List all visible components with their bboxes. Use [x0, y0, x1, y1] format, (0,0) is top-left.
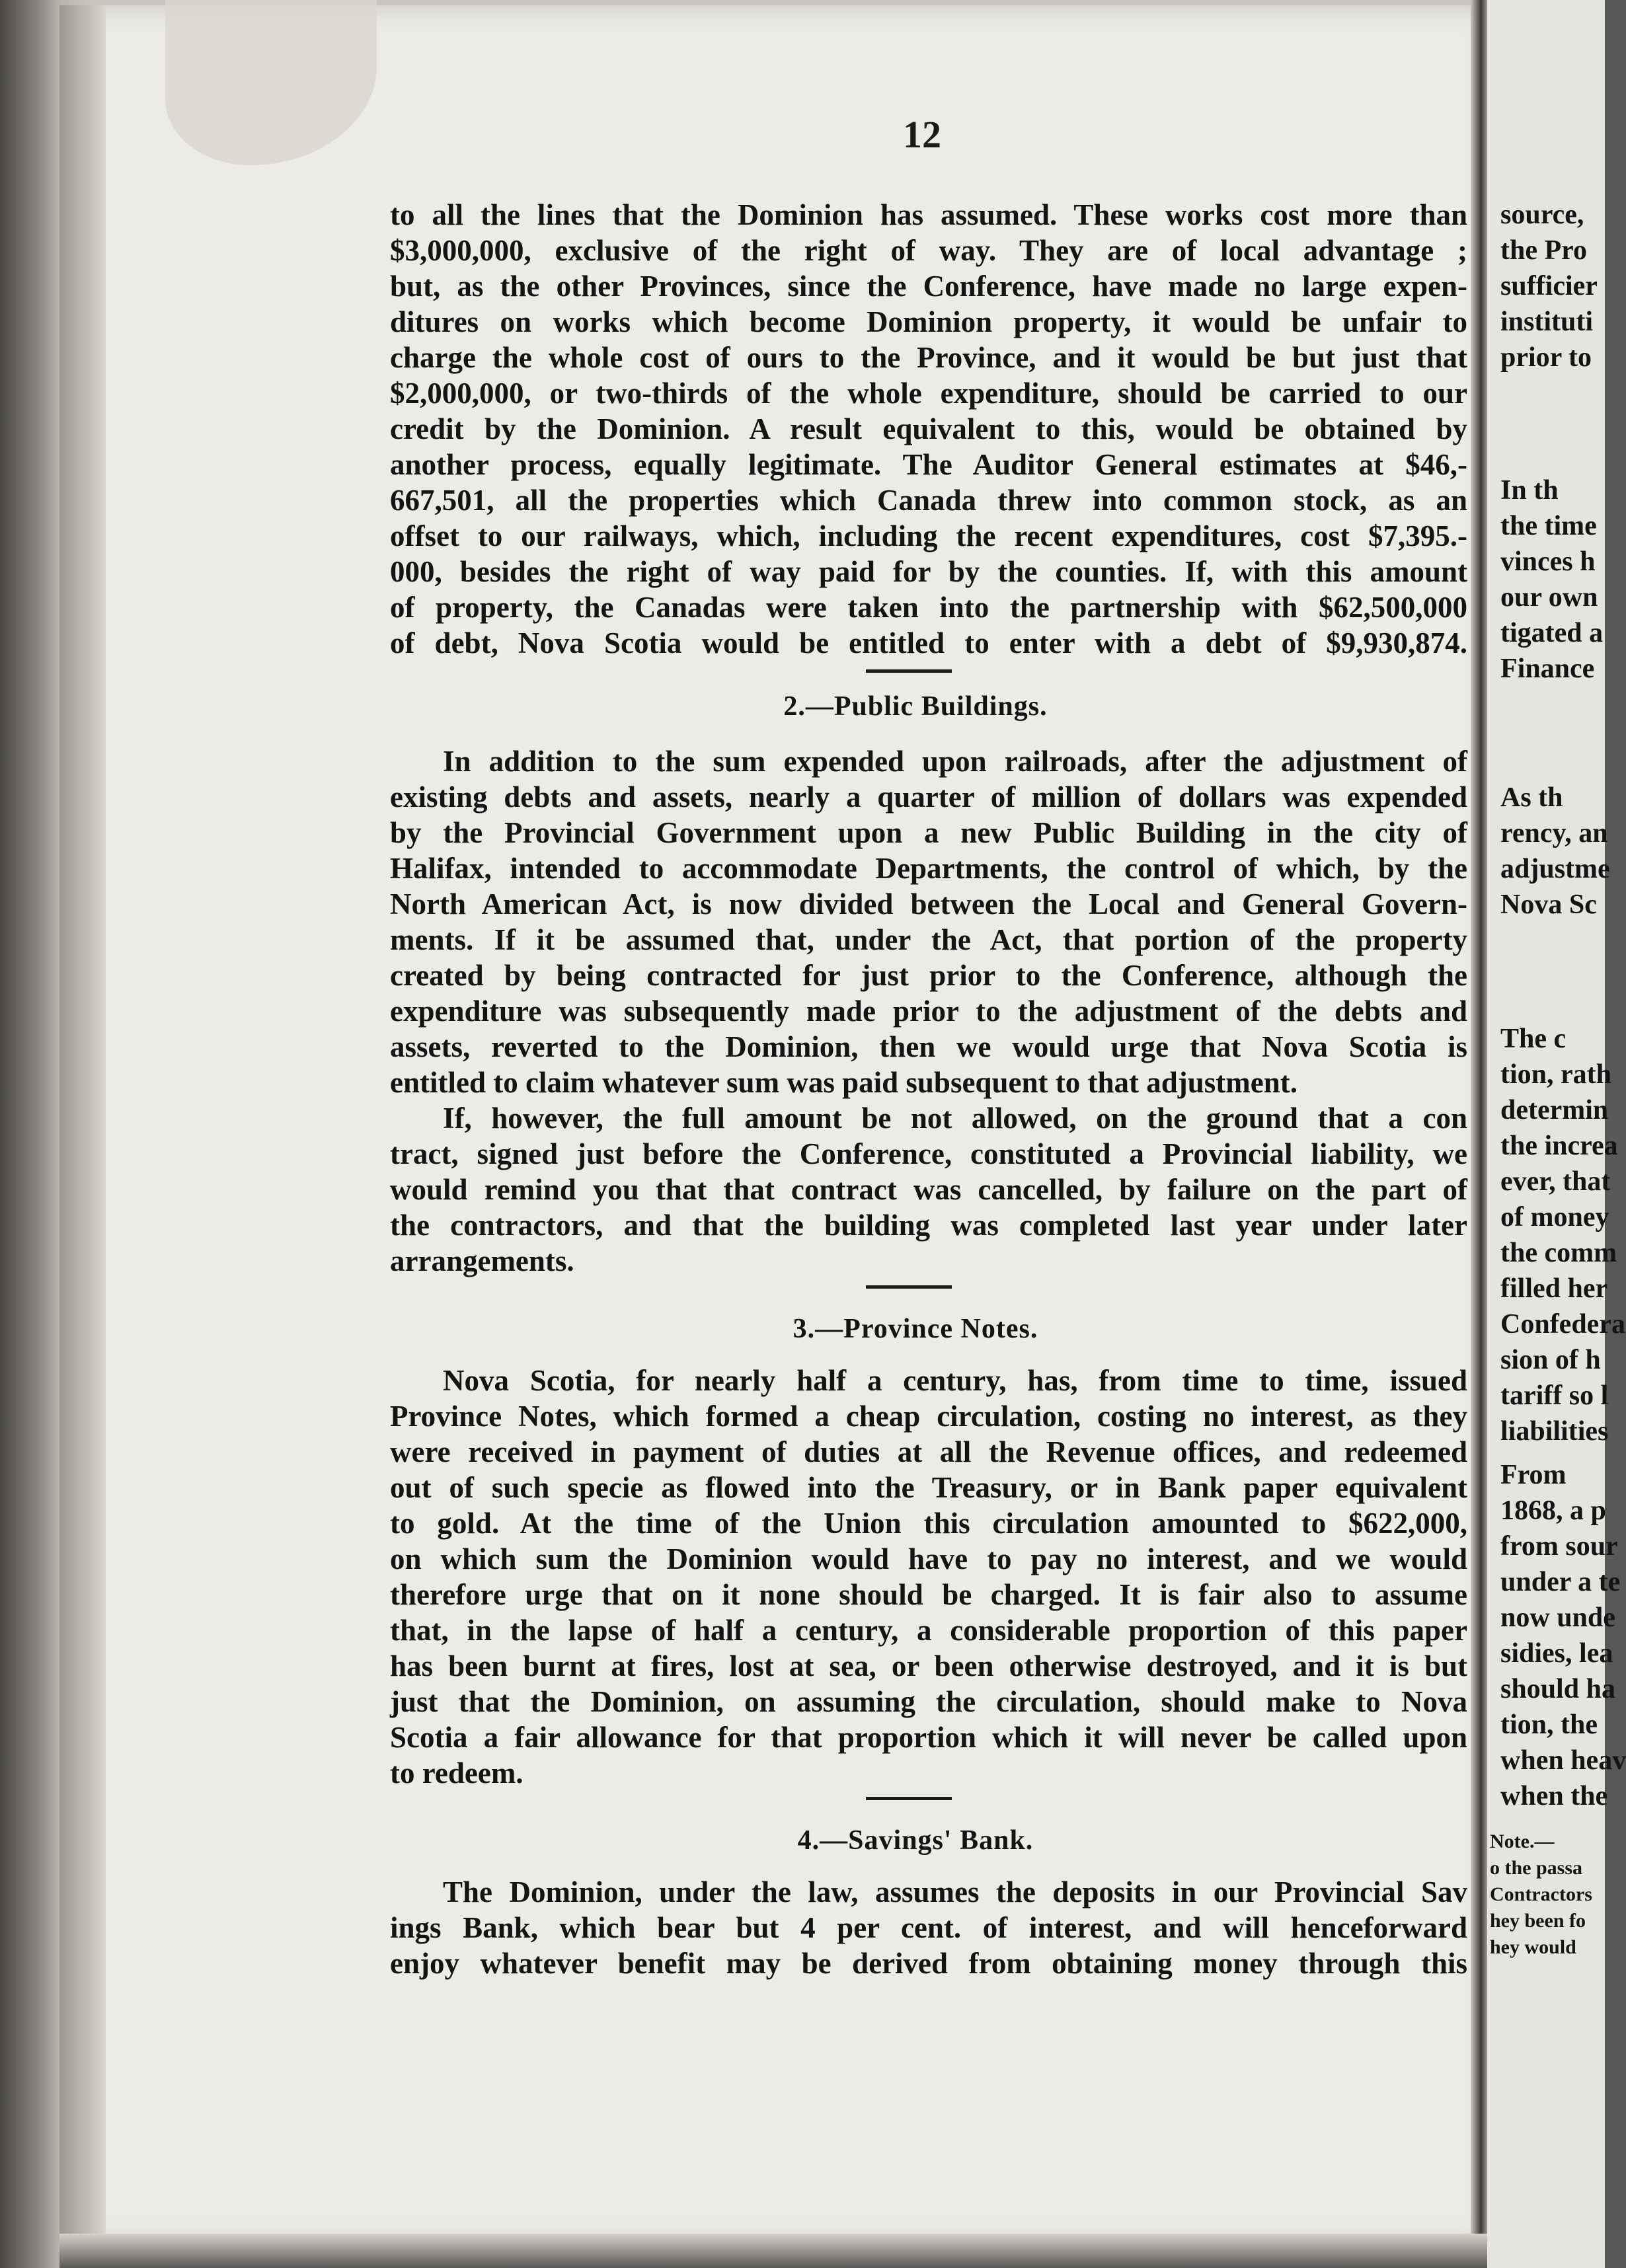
facing-page-text-fragment: sidies, lea — [1500, 1638, 1613, 1669]
facing-page-text-fragment: should ha — [1500, 1674, 1615, 1704]
text-line: would remind you that that contract was cancelled, by failure on the part of — [390, 1173, 1467, 1206]
public-buildings-paragraph-2 — [390, 1100, 1467, 1279]
text-line: In addition to the sum expended upon railroads, after the adjustment of — [443, 745, 1467, 778]
facing-page-text-fragment: determin — [1500, 1095, 1609, 1125]
text-line: existing debts and assets, nearly a quarter of million of dollars was expended — [390, 780, 1467, 813]
facing-page-text-fragment: from sour — [1500, 1531, 1618, 1562]
facing-page-text-fragment: filled her — [1500, 1273, 1608, 1304]
text-line: were received in payment of duties at all the Revenue offices, and redeemed — [390, 1435, 1467, 1468]
text-line: ments. If it be assumed that, under the Act, that portion of the property — [390, 923, 1467, 956]
text-line: Province Notes, which formed a cheap circulation, costing no interest, as they — [390, 1400, 1467, 1433]
savings-bank-paragraph — [390, 1874, 1467, 1981]
section-rule — [866, 669, 952, 673]
page-gutter — [1471, 0, 1488, 2247]
facing-page-text-fragment: The c — [1500, 1024, 1567, 1054]
facing-page-text-fragment: 1868, a p — [1500, 1495, 1606, 1526]
facing-page-text-fragment: tigated a — [1500, 618, 1604, 648]
section-rule — [866, 1797, 952, 1800]
facing-page-text-fragment: source, — [1500, 200, 1584, 230]
text-line: North American Act, is now divided between the Local and General Govern- — [390, 888, 1467, 921]
province-notes-paragraph — [390, 1363, 1467, 1791]
text-line: The Dominion, under the law, assumes the deposits in our Provincial Sav — [443, 1875, 1467, 1909]
section-rule — [866, 1285, 952, 1289]
facing-page-text-fragment: hey been fo — [1490, 1910, 1586, 1932]
page-left-edge — [59, 5, 106, 2246]
text-line: by the Provincial Government upon a new Public Building in the city of — [390, 816, 1467, 849]
text-line: enjoy whatever benefit may be derived from obtaining money through this — [390, 1947, 1467, 1980]
facing-page-text-fragment: the Pro — [1500, 235, 1588, 266]
text-line: of debt, Nova Scotia would be entitled to enter with a debt of $9,930,874. — [390, 626, 1467, 660]
text-line: arrangements. — [390, 1244, 574, 1277]
text-line: to all the lines that the Dominion has assumed. These works cost more than — [390, 198, 1467, 231]
text-line: expenditure was subsequently made prior to the adjustment of the debts and — [390, 995, 1467, 1028]
text-line: charge the whole cost of ours to the Province, and it would be but just that — [390, 341, 1467, 374]
text-line: credit by the Dominion. A result equivalent to this, would be obtained by — [390, 412, 1467, 445]
text-line: to gold. At the time of the Union this circulation amounted to $622,000, — [390, 1507, 1467, 1540]
facing-page-text-fragment: Confedera — [1500, 1309, 1625, 1340]
facing-page-text-fragment: Contractors — [1490, 1883, 1592, 1905]
facing-page-text-fragment: From — [1500, 1460, 1567, 1490]
facing-page-text-fragment: the time — [1500, 511, 1597, 541]
text-line: ditures on works which become Dominion property, it would be unfair to — [390, 305, 1467, 338]
facing-page-text-fragment: now unde — [1500, 1603, 1615, 1633]
text-line: of property, the Canadas were taken into the partnership with $62,500,000 — [390, 591, 1467, 624]
facing-page-text-fragment: In th — [1500, 475, 1559, 506]
text-line: but, as the other Provinces, since the Conference, have made no large expen- — [390, 270, 1467, 303]
section-heading: 3.—Province Notes. — [793, 1314, 1038, 1344]
facing-page-text-fragment: when the — [1500, 1781, 1608, 1811]
text-line: therefore urge that on it none should be charged. It is fair also to assume — [390, 1578, 1467, 1611]
facing-page-text-fragment: As th — [1500, 782, 1563, 813]
facing-page-text-fragment: our own — [1500, 582, 1598, 613]
text-line: another process, equally legitimate. The Auditor General estimates at $46,- — [390, 448, 1467, 481]
section-savings-bank — [390, 1797, 1467, 1858]
text-line: ings Bank, which bear but 4 per cent. of interest, and will henceforward — [390, 1911, 1467, 1944]
facing-page-text-fragment: hey would — [1490, 1936, 1576, 1958]
text-line: that, in the lapse of half a century, a considerable proportion of this paper — [390, 1614, 1467, 1647]
facing-page-text-fragment: tion, the — [1500, 1710, 1598, 1740]
facing-page-text-fragment: instituti — [1500, 307, 1594, 337]
text-line: entitled to claim whatever sum was paid subsequent to that adjustment. — [390, 1066, 1297, 1099]
text-line: the contractors, and that the building was completed last year under later — [390, 1209, 1467, 1242]
facing-page-text-fragment: the increa — [1500, 1131, 1618, 1161]
text-line: assets, reverted to the Dominion, then we would urge that Nova Scotia is — [390, 1030, 1467, 1063]
facing-page-text-fragment: sufficier — [1500, 271, 1598, 301]
page-number: 12 — [903, 113, 941, 156]
facing-page-text-fragment: vinces h — [1500, 547, 1596, 577]
facing-page-text-fragment: liabilities — [1500, 1416, 1609, 1447]
intro-paragraph — [390, 197, 1467, 661]
facing-page-text-fragment: tion, rath — [1500, 1059, 1611, 1090]
facing-page-text-fragment: rency, an — [1500, 818, 1608, 849]
text-line: Scotia a fair allowance for that proportion which it will never be called upon — [390, 1721, 1467, 1754]
text-line: created by being contracted for just prior to the Conference, although the — [390, 959, 1467, 992]
facing-page-text-fragment: o the passa — [1490, 1857, 1583, 1879]
text-line: just that the Dominion, on assuming the circulation, should make to Nova — [390, 1685, 1467, 1718]
page-bottom-edge — [59, 2234, 1605, 2268]
text-line: Nova Scotia, for nearly half a century, has, from time to time, issued — [443, 1364, 1467, 1397]
public-buildings-paragraph-1 — [390, 743, 1467, 1100]
section-heading: 4.—Savings' Bank. — [797, 1825, 1034, 1856]
text-line: If, however, the full amount be not allowed, on the ground that a con — [443, 1102, 1467, 1135]
text-line: $3,000,000, exclusive of the right of way. They are of local advantage ; — [390, 234, 1467, 267]
section-heading: 2.—Public Buildings. — [783, 691, 1048, 722]
text-line: Halifax, intended to accommodate Departments, the control of which, by the — [390, 852, 1467, 885]
facing-page-text-fragment: ever, that — [1500, 1166, 1611, 1197]
facing-page-text-fragment: when heav — [1500, 1745, 1626, 1776]
text-line: offset to our railways, which, including the recent expenditures, cost $7,395.- — [390, 519, 1467, 552]
text-line: has been burnt at fires, lost at sea, or been otherwise destroyed, and it is but — [390, 1649, 1467, 1682]
section-public-buildings — [390, 669, 1467, 724]
facing-page — [1487, 0, 1626, 2268]
facing-page-text-fragment: under a te — [1500, 1567, 1621, 1597]
facing-page-text-fragment: Finance — [1500, 654, 1595, 684]
text-line: tract, signed just before the Conference, constituted a Provincial liability, we — [390, 1137, 1467, 1170]
facing-page-text-fragment: adjustme — [1500, 854, 1610, 884]
text-line: out of such specie as flowed into the Treasury, or in Bank paper equivalent — [390, 1471, 1467, 1504]
facing-page-text-fragment: the comm — [1500, 1238, 1617, 1268]
facing-page-text-fragment: prior to — [1500, 342, 1592, 373]
facing-page-text-fragment: Note.— — [1490, 1831, 1555, 1852]
facing-page-text-fragment: sion of h — [1500, 1345, 1601, 1375]
facing-page-text-fragment: Nova Sc — [1500, 889, 1597, 920]
section-province-notes — [390, 1285, 1467, 1347]
text-line: 000, besides the right of way paid for by the counties. If, with this amount — [390, 555, 1467, 588]
text-line: 667,501, all the properties which Canada threw into common stock, as an — [390, 484, 1467, 517]
facing-page-text-fragment: tariff so l — [1500, 1380, 1609, 1411]
text-line: on which sum the Dominion would have to pay no interest, and we would — [390, 1542, 1467, 1575]
text-line: $2,000,000, or two-thirds of the whole expenditure, should be carried to our — [390, 377, 1467, 410]
text-line: to redeem. — [390, 1757, 523, 1790]
facing-page-text-fragment: of money — [1500, 1202, 1609, 1232]
